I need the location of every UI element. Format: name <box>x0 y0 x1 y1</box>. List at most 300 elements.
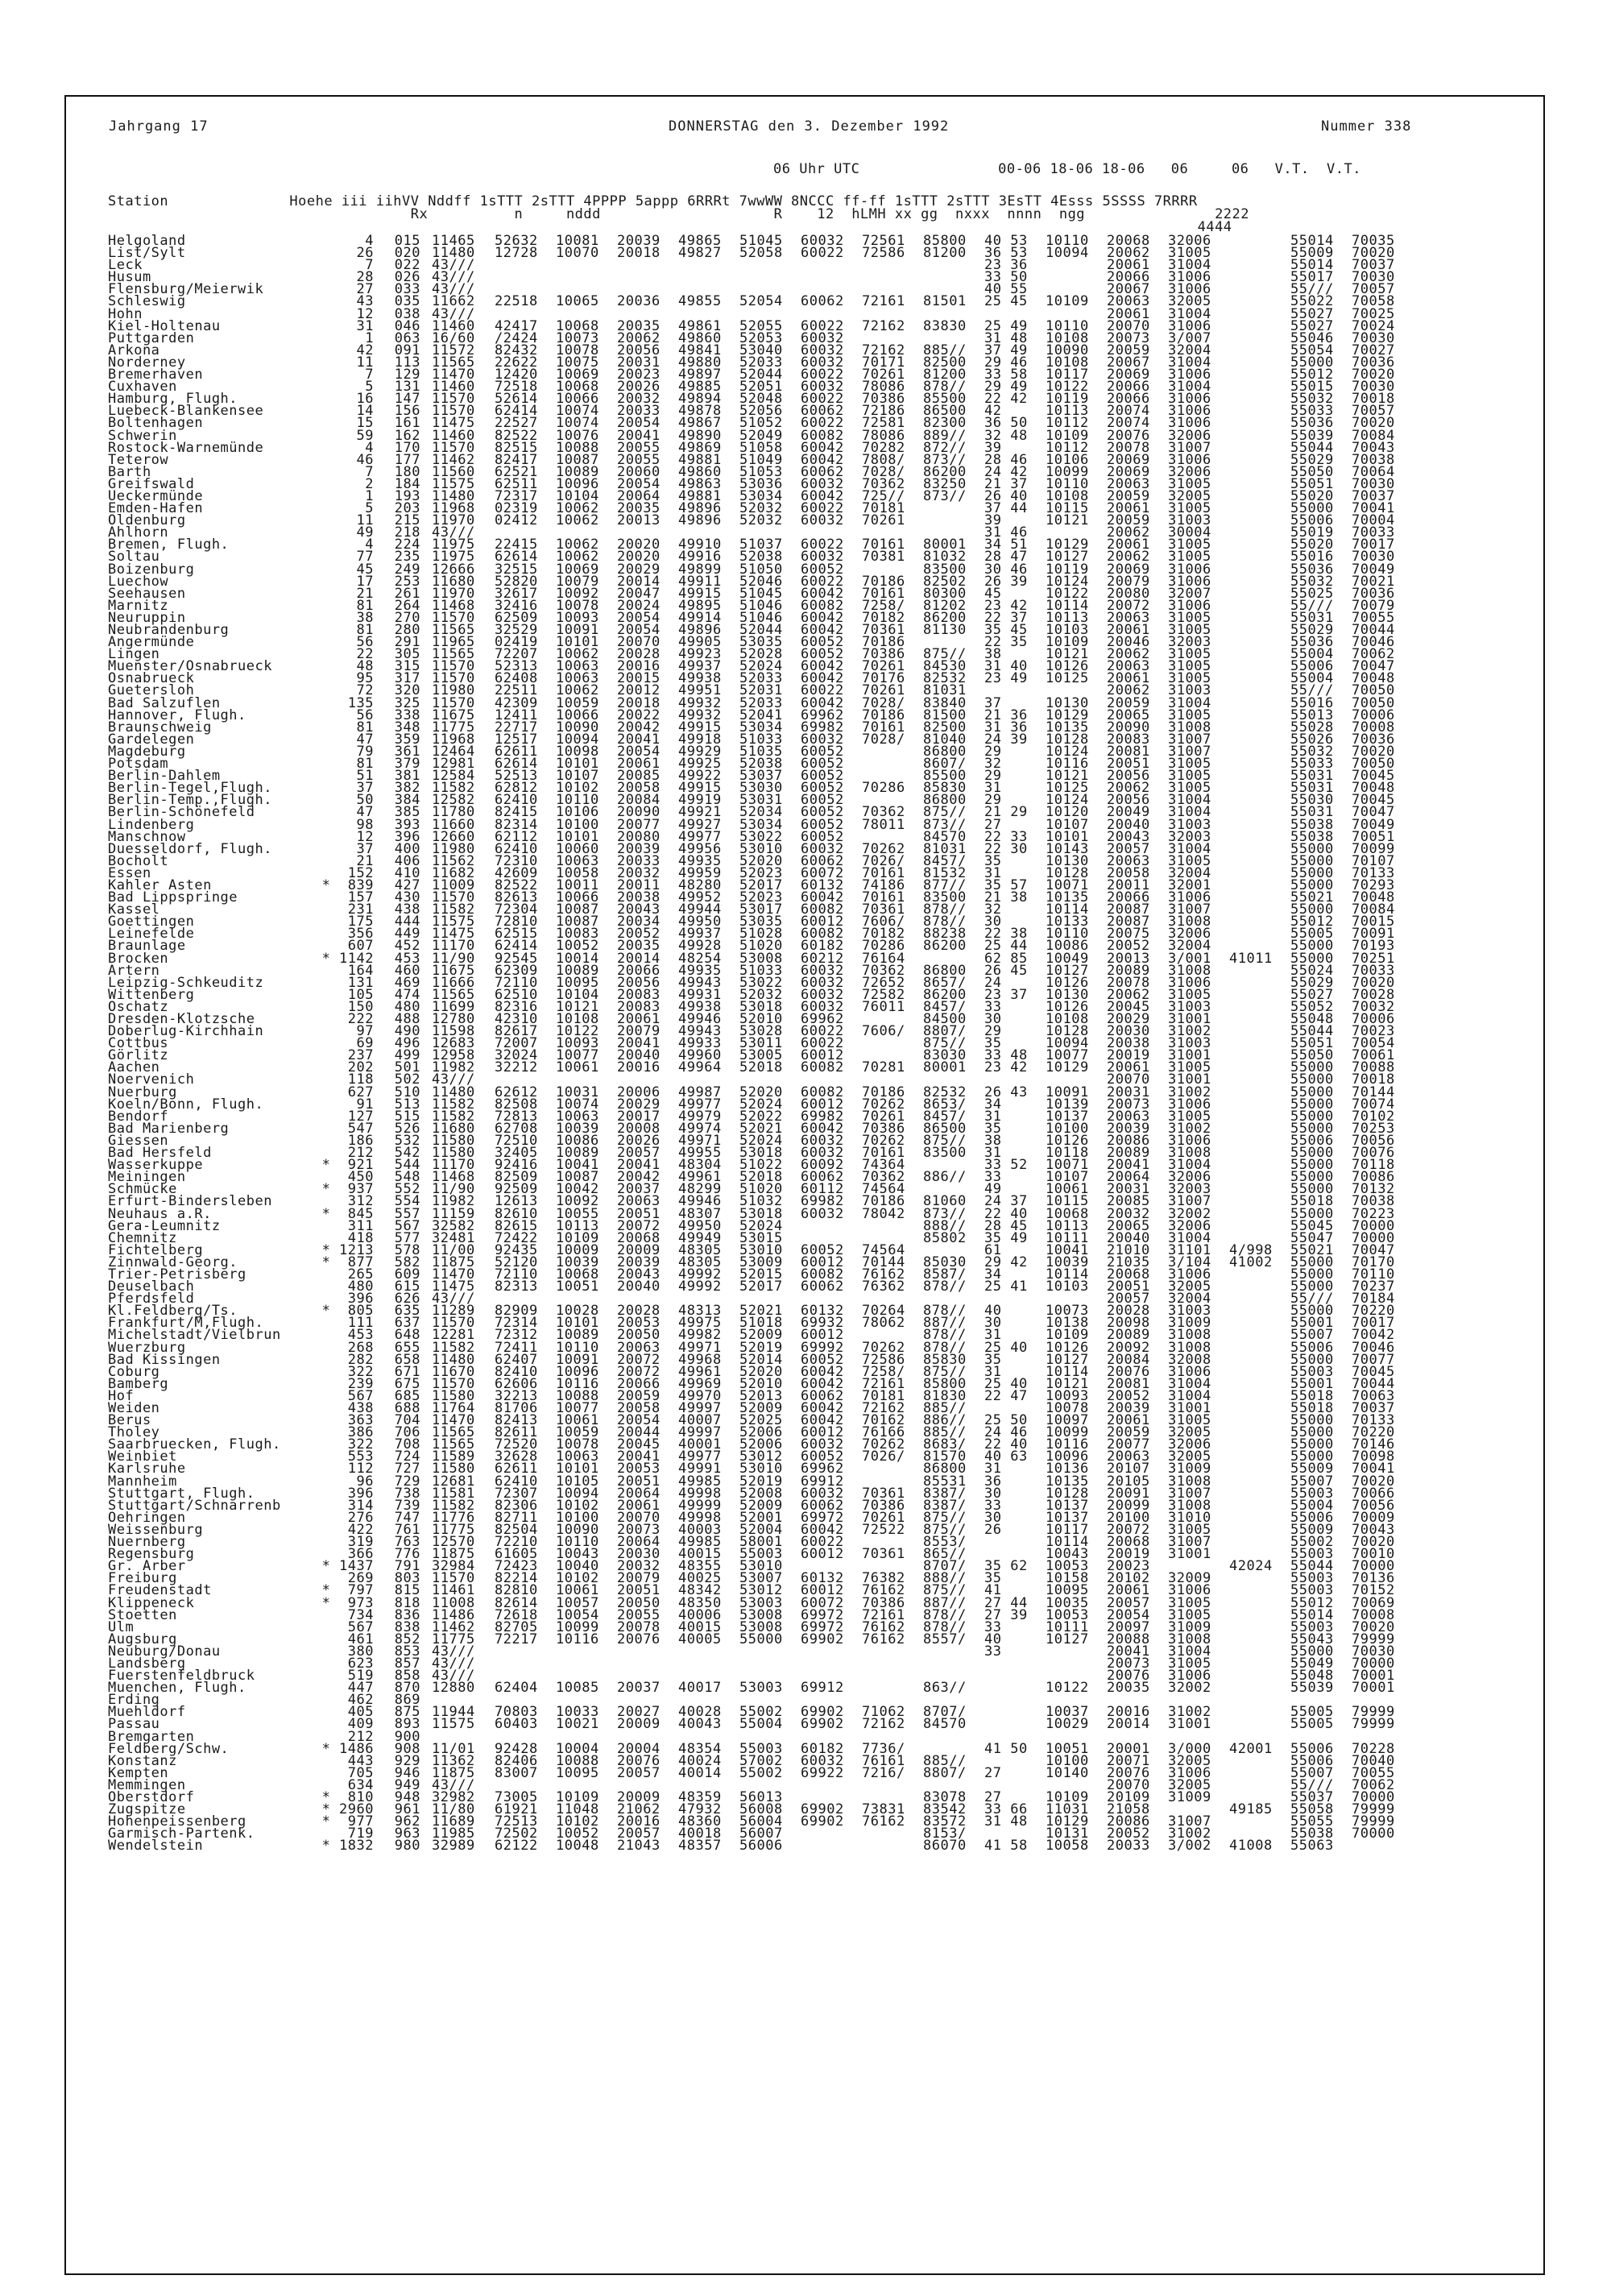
group-ff-ff: 22 37 <box>984 609 1028 626</box>
group-2sttt: 20057 <box>617 1764 661 1781</box>
group-nddff: 62606 <box>495 1375 538 1392</box>
group-ff-ff: 26 39 <box>984 573 1028 590</box>
group-7rrrr: 70036 <box>1352 354 1395 371</box>
station-height: 152 <box>347 864 374 881</box>
group-5ssss: 55031 <box>1290 609 1334 626</box>
mountain-marker <box>319 928 333 940</box>
group-ff-ff: 22 40 <box>984 1205 1028 1222</box>
group-7wwww: 76162 <box>862 1618 905 1635</box>
group-1sttt-night: 10115 <box>1046 1193 1089 1210</box>
station-id: 496 <box>394 1035 420 1052</box>
group-4pppp: 49987 <box>678 1084 722 1100</box>
group-4esss <box>1229 1694 1290 1706</box>
group-4esss: 41008 <box>1229 1838 1273 1855</box>
station-name: Lindenberg <box>108 816 195 833</box>
group-3estt: 31004 <box>1168 379 1211 396</box>
group-1sttt-night: 10053 <box>1046 1558 1089 1575</box>
group-5appp: 53037 <box>739 768 783 785</box>
group-2sttt-night: 20083 <box>1107 731 1150 748</box>
group-1sttt-night: 10058 <box>1046 1838 1089 1855</box>
station-height: 17 <box>356 573 374 590</box>
group-7wwww: 7026/ <box>862 852 905 869</box>
group-5appp: 52024 <box>739 1096 783 1113</box>
group-2sttt-night: 20084 <box>1107 1351 1150 1368</box>
group-8nccc: 86800 <box>923 743 967 760</box>
group-6rrrt: 60082 <box>801 427 844 444</box>
group-8nccc: 8457/ <box>923 998 967 1015</box>
group-4pppp: 49894 <box>678 391 722 408</box>
group-iihvv: 43/// <box>432 269 475 286</box>
group-5ssss: 55009 <box>1290 1521 1334 1538</box>
group-3estt: 31006 <box>1168 269 1211 286</box>
group-4pppp: 49959 <box>678 864 722 881</box>
group-iihvv: 11570 <box>432 889 475 906</box>
group-5appp: 52017 <box>739 877 783 893</box>
station-height: 12 <box>356 305 374 322</box>
group-2sttt-night: 20059 <box>1107 342 1150 358</box>
group-ff-ff: 36 50 <box>984 415 1028 432</box>
group-7wwww: 78042 <box>862 1205 905 1222</box>
mountain-marker <box>319 576 333 588</box>
group-ff-ff: 35 57 <box>984 877 1028 893</box>
group-7wwww: 76162 <box>862 1813 905 1830</box>
group-ff-ff: 41 <box>984 1582 1002 1599</box>
group-3estt: 31005 <box>1168 658 1211 675</box>
station-height: 4 <box>365 439 374 456</box>
group-1sttt: 10063 <box>556 852 599 869</box>
group-4esss <box>1229 1415 1290 1427</box>
mountain-marker <box>319 393 333 405</box>
group-4pppp: 49970 <box>678 1387 722 1404</box>
group-8nccc: 83500 <box>923 889 967 906</box>
group-6rrrt: 60042 <box>801 889 844 906</box>
group-4esss <box>1229 479 1290 491</box>
group-ff-ff: 34 51 <box>984 537 1028 553</box>
group-8nccc: 81501 <box>923 293 967 310</box>
group-6rrrt: 60042 <box>801 694 844 711</box>
group-2sttt-night: 20068 <box>1107 1534 1150 1551</box>
station-id: 170 <box>394 439 420 456</box>
group-6rrrt: 60132 <box>801 1570 844 1587</box>
station-name: Husum <box>108 269 151 286</box>
group-2sttt: 20041 <box>617 1448 661 1465</box>
group-7wwww: 72162 <box>862 342 905 358</box>
station-name: Braunschweig <box>108 719 212 736</box>
group-1sttt-night: 10137 <box>1046 1108 1089 1125</box>
group-4pppp: 49922 <box>678 768 722 785</box>
group-1sttt-night: 10109 <box>1046 427 1089 444</box>
group-5appp: 51046 <box>739 609 783 626</box>
group-6rrrt: 60022 <box>801 500 844 517</box>
station-id: 020 <box>394 245 420 262</box>
group-7rrrr: 70020 <box>1352 1473 1395 1490</box>
group-1sttt-night: 10126 <box>1046 1132 1089 1149</box>
mountain-marker: * <box>321 1303 331 1320</box>
group-nddff: 82909 <box>495 1303 538 1320</box>
group-6rrrt: 60062 <box>801 1497 844 1514</box>
station-height: 45 <box>356 561 374 578</box>
group-5appp: 51020 <box>739 1181 783 1198</box>
group-7wwww: 74364 <box>862 1157 905 1174</box>
group-ff-ff: 33 <box>984 1618 1002 1635</box>
group-2sttt: 20015 <box>617 670 661 687</box>
group-2sttt-night: 20089 <box>1107 962 1150 979</box>
group-1sttt <box>556 1646 617 1658</box>
group-iihvv: 11159 <box>432 1205 475 1222</box>
mountain-marker <box>319 831 333 843</box>
station-name: Bremgarten <box>108 1728 195 1745</box>
group-6rrrt: 60042 <box>801 451 844 468</box>
group-2sttt-night: 20041 <box>1107 1157 1150 1174</box>
group-5ssss: 55000 <box>1290 1205 1334 1222</box>
group-7wwww: 70176 <box>862 670 905 687</box>
station-height: 131 <box>347 974 374 991</box>
group-2sttt-night: 20079 <box>1107 573 1150 590</box>
group-ff-ff: 31 <box>984 864 1002 881</box>
group-4esss <box>1229 417 1290 429</box>
station-name: Bad Salzuflen <box>108 694 221 711</box>
group-2sttt <box>617 271 678 284</box>
group-4esss <box>1229 782 1290 794</box>
group-3estt: 31003 <box>1168 1035 1211 1052</box>
station-name: Lingen <box>108 646 160 663</box>
group-6rrrt: 60182 <box>801 1740 844 1757</box>
group-5appp: 51045 <box>739 233 783 249</box>
group-7wwww: 76166 <box>862 1424 905 1441</box>
station-id: 554 <box>394 1193 420 1210</box>
group-4pppp: 49944 <box>678 901 722 918</box>
group-3estt: 31009 <box>1168 1315 1211 1332</box>
group-4esss <box>1229 1317 1290 1329</box>
group-iihvv: 11475 <box>432 415 475 432</box>
station-id: 739 <box>394 1497 420 1514</box>
group-5ssss: 55000 <box>1290 1157 1334 1174</box>
group-1sttt-night: 10117 <box>1046 367 1089 383</box>
group-5ssss: 55047 <box>1290 1229 1334 1246</box>
group-2sttt-night: 20064 <box>1107 1169 1150 1186</box>
station-name: Neuhaus a.R. <box>108 1205 212 1222</box>
group-5ssss: 55000 <box>1290 1643 1334 1660</box>
group-1sttt-night: 10124 <box>1046 573 1089 590</box>
group-6rrrt: 60022 <box>801 367 844 383</box>
group-3estt: 31006 <box>1168 1132 1211 1149</box>
group-6rrrt: 60022 <box>801 415 844 432</box>
group-4pppp: 48357 <box>678 1838 722 1855</box>
group-iihvv: 11170 <box>432 938 475 955</box>
group-nddff: 62812 <box>495 780 538 797</box>
group-2sttt: 20035 <box>617 317 661 334</box>
group-7rrrr: 70133 <box>1352 1412 1395 1429</box>
group-ff-ff: 35 <box>984 852 1002 869</box>
group-2sttt: 20054 <box>617 743 661 760</box>
group-4pppp: 49915 <box>678 719 722 736</box>
group-4esss <box>1229 333 1290 345</box>
group-3estt: 32005 <box>1168 487 1211 504</box>
group-4pppp: 49841 <box>678 342 722 358</box>
station-height: 937 <box>347 1181 374 1198</box>
station-name: Meiningen <box>108 1169 186 1186</box>
station-height: 7 <box>365 367 374 383</box>
group-1sttt: 10066 <box>556 391 599 408</box>
station-name: Saarbruecken, Flugh. <box>108 1436 281 1453</box>
station-id: 761 <box>394 1521 420 1538</box>
group-7wwww: 70182 <box>862 926 905 943</box>
group-2sttt: 20055 <box>617 1606 661 1623</box>
group-8nccc <box>923 503 984 515</box>
group-7rrrr: 70001 <box>1352 1680 1395 1697</box>
group-4esss <box>1229 734 1290 746</box>
group-nddff: 82313 <box>495 1279 538 1295</box>
group-ff-ff <box>984 1706 1046 1718</box>
station-id: 791 <box>394 1558 420 1575</box>
group-4pppp: 49938 <box>678 670 722 687</box>
group-iihvv: 43/// <box>432 257 475 274</box>
group-5ssss: 55032 <box>1290 573 1334 590</box>
group-6rrrt: 60052 <box>801 634 844 651</box>
station-id: 704 <box>394 1412 420 1429</box>
group-1sttt: 10086 <box>556 1132 599 1149</box>
group-iihvv: 11480 <box>432 487 475 504</box>
group-8nccc: 8807/ <box>923 1764 967 1781</box>
group-7rrrr: 70044 <box>1352 1375 1395 1392</box>
group-5ssss: 55027 <box>1290 317 1334 334</box>
group-7rrrr: 70047 <box>1352 658 1395 675</box>
group-1sttt: 10031 <box>556 1084 599 1100</box>
group-4esss <box>1229 685 1290 697</box>
group-7rrrr: 70042 <box>1352 1327 1395 1344</box>
group-4pppp: 49992 <box>678 1266 722 1283</box>
group-3estt: 31001 <box>1168 1011 1211 1027</box>
station-height: 312 <box>347 1193 374 1210</box>
group-7rrrr: 70193 <box>1352 938 1395 955</box>
group-1sttt: 10070 <box>556 245 599 262</box>
group-iihvv: 12464 <box>432 743 475 760</box>
group-7rrrr: 70020 <box>1352 367 1395 383</box>
group-3estt: 31006 <box>1168 597 1211 614</box>
group-4esss <box>1229 1062 1290 1074</box>
group-2sttt-night: 20040 <box>1107 1229 1150 1246</box>
group-2sttt-night: 20028 <box>1107 1303 1150 1320</box>
group-7rrrr: 70084 <box>1352 427 1395 444</box>
group-2sttt-night: 20077 <box>1107 1436 1150 1453</box>
group-6rrrt: 69902 <box>801 1813 844 1830</box>
group-7wwww: 70386 <box>862 1594 905 1611</box>
group-2sttt-night: 20054 <box>1107 1606 1150 1623</box>
group-8nccc: 8807/ <box>923 1023 967 1040</box>
group-2sttt-night: 20070 <box>1107 1776 1150 1793</box>
station-name: Gera-Leumnitz <box>108 1217 221 1234</box>
group-iihvv: 11565 <box>432 1424 475 1441</box>
group-6rrrt: 60032 <box>801 549 844 566</box>
group-4pppp: 49935 <box>678 962 722 979</box>
group-4esss <box>1229 1500 1290 1512</box>
group-4esss <box>1229 1488 1290 1500</box>
group-iihvv: 11968 <box>432 731 475 748</box>
group-2sttt-night: 20088 <box>1107 1631 1150 1647</box>
group-ff-ff: 26 <box>984 1521 1002 1538</box>
mountain-marker <box>319 1658 333 1670</box>
group-nddff: 82415 <box>495 804 538 821</box>
group-2sttt: 20058 <box>617 780 661 797</box>
group-7rrrr: 70132 <box>1352 1181 1395 1198</box>
group-iihvv: 43/// <box>432 1071 475 1088</box>
station-id: 379 <box>394 756 420 773</box>
group-5ssss: 55/// <box>1290 281 1334 298</box>
group-5ssss: 55058 <box>1290 1801 1334 1818</box>
group-8nccc: 86200 <box>923 609 967 626</box>
group-2sttt: 20064 <box>617 1534 661 1551</box>
group-7wwww: 7028/ <box>862 694 905 711</box>
group-7wwww: 72586 <box>862 245 905 262</box>
group-5appp: 51037 <box>739 537 783 553</box>
group-5appp: 52015 <box>739 1266 783 1283</box>
mountain-marker <box>319 284 333 296</box>
station-height: 212 <box>347 1145 374 1162</box>
station-id: 035 <box>394 293 420 310</box>
group-7rrrr <box>1352 1840 1413 1852</box>
group-2sttt <box>617 259 678 271</box>
group-2sttt-night: 20068 <box>1107 1266 1150 1283</box>
group-ff-ff: 38 <box>984 646 1002 663</box>
station-id: 162 <box>394 427 420 444</box>
group-5appp: 55003 <box>739 1740 783 1757</box>
station-height: 47 <box>356 731 374 748</box>
group-2sttt-night: 20076 <box>1107 1363 1150 1380</box>
mountain-marker <box>319 916 333 928</box>
group-2sttt: 20032 <box>617 1558 661 1575</box>
group-4esss <box>1229 321 1290 333</box>
group-1sttt-night: 10135 <box>1046 889 1089 906</box>
group-7wwww: 70171 <box>862 354 905 371</box>
group-7wwww: 70361 <box>862 1546 905 1563</box>
group-7wwww: 70186 <box>862 1193 905 1210</box>
group-8nccc: 81060 <box>923 1193 967 1210</box>
group-7wwww: 70261 <box>862 682 905 699</box>
group-7rrrr: 70144 <box>1352 1084 1395 1100</box>
group-4pppp: 48355 <box>678 1558 722 1575</box>
group-7wwww: 74564 <box>862 1181 905 1198</box>
group-4esss <box>1229 856 1290 868</box>
station-height: 202 <box>347 1059 374 1076</box>
group-2sttt-night: 20065 <box>1107 707 1150 723</box>
station-name: Dresden-Klotzsche <box>108 1011 255 1027</box>
group-iihvv: 11/90 <box>432 1181 475 1198</box>
group-5ssss: 55/// <box>1290 682 1334 699</box>
group-4esss <box>1229 843 1290 856</box>
group-8nccc: 875// <box>923 1035 967 1052</box>
group-1sttt: 10087 <box>556 1169 599 1186</box>
mountain-marker: * <box>321 877 331 893</box>
group-4pppp: 40005 <box>678 1631 722 1647</box>
station-height: 276 <box>347 1509 374 1526</box>
group-7wwww: 70361 <box>862 622 905 638</box>
group-3estt: 31005 <box>1168 500 1211 517</box>
group-iihvv: 11582 <box>432 1096 475 1113</box>
station-name: Wasserkuppe <box>108 1157 204 1174</box>
group-1sttt-night: 10130 <box>1046 986 1089 1003</box>
mountain-marker <box>319 746 333 758</box>
group-iihvv: 11575 <box>432 1716 475 1733</box>
column-subheader-row-2: 4444 <box>108 219 1232 235</box>
group-8nccc: 873// <box>923 1205 967 1222</box>
group-2sttt: 20080 <box>617 828 661 845</box>
group-5ssss: 55045 <box>1290 1217 1334 1234</box>
station-id: 453 <box>394 950 420 967</box>
group-4esss <box>1229 904 1290 916</box>
group-2sttt-night: 20070 <box>1107 1071 1150 1088</box>
group-7rrrr: 70110 <box>1352 1266 1395 1283</box>
group-2sttt: 20053 <box>617 1461 661 1477</box>
group-1sttt-night: 10130 <box>1046 694 1089 711</box>
group-2sttt-night: 20062 <box>1107 245 1150 262</box>
group-ff-ff: 30 <box>984 1011 1002 1027</box>
station-id: 577 <box>394 1229 420 1246</box>
station-id: 315 <box>394 658 420 675</box>
station-name: Giessen <box>108 1132 169 1149</box>
group-6rrrt <box>801 1646 862 1658</box>
group-6rrrt: 60032 <box>801 1205 844 1222</box>
group-3estt: 32004 <box>1168 938 1211 955</box>
group-2sttt-night: 20019 <box>1107 1047 1150 1064</box>
group-5ssss: 55014 <box>1290 257 1334 274</box>
group-iihvv: 12780 <box>432 1011 475 1027</box>
station-name: Gr. Arber <box>108 1558 186 1575</box>
group-ff-ff: 31 <box>984 1108 1002 1125</box>
group-7rrrr: 70152 <box>1352 1582 1395 1599</box>
station-height: 47 <box>356 804 374 821</box>
group-nddff: 82314 <box>495 816 538 833</box>
group-nddff: 62408 <box>495 670 538 687</box>
group-2sttt: 20030 <box>617 1546 661 1563</box>
group-4esss <box>1229 1427 1290 1439</box>
group-8nccc <box>923 515 984 527</box>
group-7rrrr: 70084 <box>1352 901 1395 918</box>
station-id: 776 <box>394 1546 420 1563</box>
group-nddff <box>495 271 556 284</box>
group-8nccc: 81031 <box>923 840 967 857</box>
group-2sttt-night: 20074 <box>1107 403 1150 420</box>
group-2sttt: 20070 <box>617 634 661 651</box>
group-8nccc: 83500 <box>923 561 967 578</box>
station-height: 11 <box>356 512 374 529</box>
group-7wwww: 70181 <box>862 1387 905 1404</box>
group-5ssss: 55016 <box>1290 549 1334 566</box>
group-4esss <box>1229 600 1290 612</box>
group-7rrrr: 70146 <box>1352 1436 1395 1453</box>
group-2sttt: 20061 <box>617 1497 661 1514</box>
group-3estt: 31005 <box>1168 646 1211 663</box>
group-1sttt: 10077 <box>556 1400 599 1416</box>
station-height: 31 <box>356 317 374 334</box>
group-7rrrr: 70079 <box>1352 597 1395 614</box>
group-1sttt-night: 10039 <box>1046 1254 1089 1270</box>
group-5appp: 51022 <box>739 1157 783 1174</box>
group-1sttt-night: 10129 <box>1046 1813 1089 1830</box>
group-1sttt-night: 10090 <box>1046 342 1089 358</box>
group-1sttt-night: 10086 <box>1046 938 1089 955</box>
group-4pppp: 49997 <box>678 1400 722 1416</box>
group-7wwww <box>862 1646 923 1658</box>
group-7rrrr: 70055 <box>1352 609 1395 626</box>
group-4pppp: 49977 <box>678 1448 722 1465</box>
group-ff-ff: 31 48 <box>984 1813 1028 1830</box>
group-iihvv: 11580 <box>432 1461 475 1477</box>
group-2sttt-night: 20062 <box>1107 986 1150 1003</box>
group-2sttt: 20035 <box>617 500 661 517</box>
group-4pppp: 49985 <box>678 1473 722 1490</box>
group-5ssss: 55001 <box>1290 1315 1334 1332</box>
group-5appp: 52033 <box>739 354 783 371</box>
